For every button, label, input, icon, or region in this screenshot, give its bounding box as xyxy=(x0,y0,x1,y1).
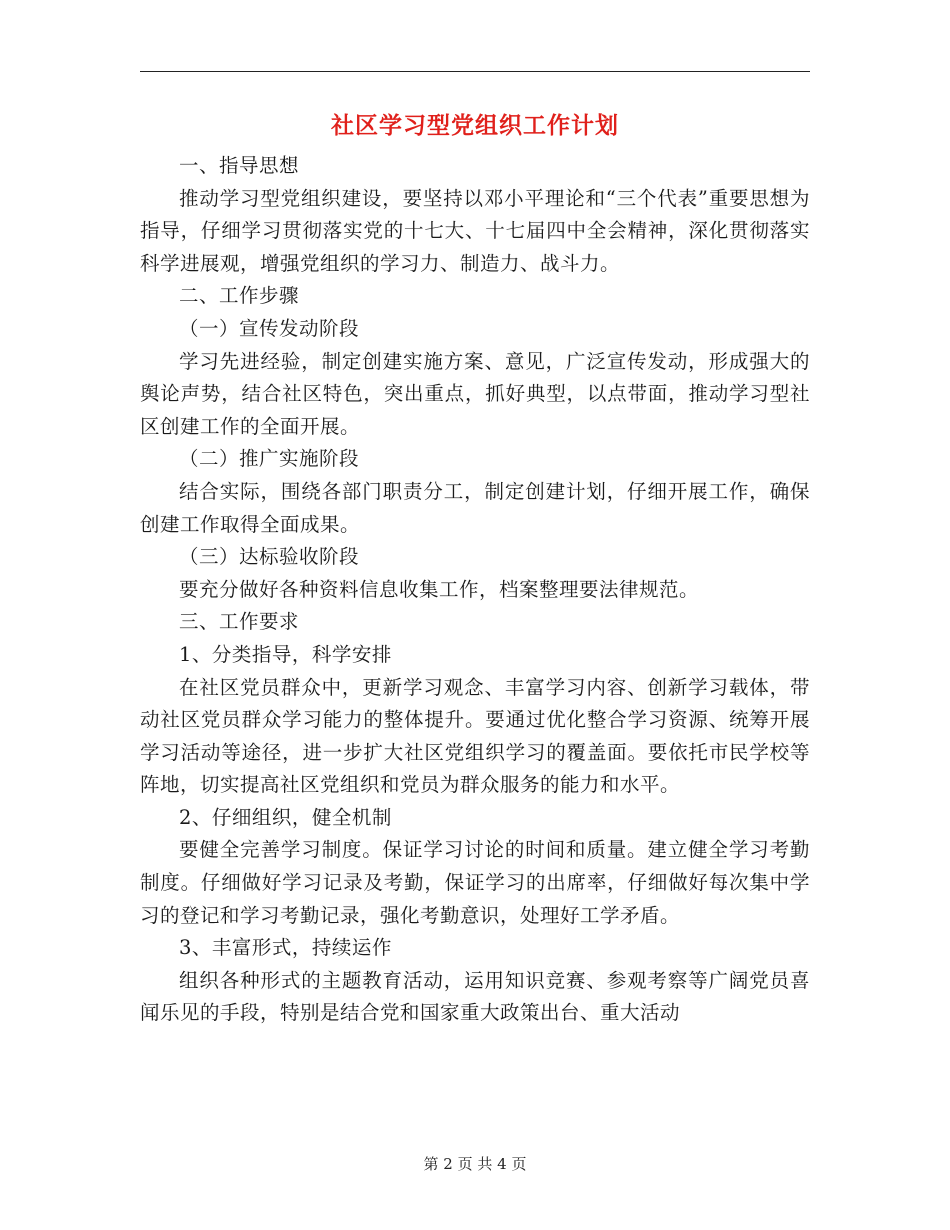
subsection-heading: 1、分类指导，科学安排 xyxy=(179,642,392,666)
section-heading: 三、工作要求 xyxy=(179,610,300,634)
paragraph: 在社区党员群众中，更新学习观念、丰富学习内容、创新学习载体，带动社区党员群众学习能力的整体提升。要通过优化整合学习资源、统筹开展学习活动等途径，进一步扩大社区党组织学习的覆盖面。要依托市民学校等阵地，切实提高社区党组织和党员为群众服务的能力和水平。 xyxy=(140,675,810,797)
document-title: 社区学习型党组织工作计划 xyxy=(331,112,619,139)
subsection-heading: 2、仔细组织，健全机制 xyxy=(179,805,392,829)
document-body xyxy=(140,150,810,1030)
subsection-heading: 3、丰富形式，持续运作 xyxy=(179,936,392,960)
paragraph: 要充分做好各种资料信息收集工作，档案整理要法律规范。 xyxy=(179,577,700,601)
page-number: 第 2 页 共 4 页 xyxy=(423,1155,527,1173)
subsection-heading: （二）推广实施阶段 xyxy=(179,447,360,471)
section-heading: 一、指导思想 xyxy=(179,154,300,177)
paragraph: 推动学习型党组织建设，要坚持以邓小平理论和“三个代表”重要思想为指导，仔细学习贯彻落实党的十七大、十七届四中全会精神，深化贯彻落实科学进展观，增强党组织的学习力、制造力、战斗力。 xyxy=(140,186,810,275)
section-heading: 二、工作步骤 xyxy=(179,284,300,308)
paragraph: 要健全完善学习制度。保证学习讨论的时间和质量。建立健全学习考勤制度。仔细做好学习记录及考勤，保证学习的出席率，仔细做好每次集中学习的登记和学习考勤记录，强化考勤意识，处理好工学矛盾。 xyxy=(140,838,810,927)
paragraph: 组织各种形式的主题教育活动，运用知识竞赛、参观考察等广阔党员喜闻乐见的手段，特别是结合党和国家重大政策出台、重大活动 xyxy=(140,968,810,1025)
paragraph: 结合实际，围绕各部门职责分工，制定创建计划，仔细开展工作，确保创建工作取得全面成果。 xyxy=(140,479,810,536)
subsection-heading: （三）达标验收阶段 xyxy=(179,545,360,569)
paragraph: 学习先进经验，制定创建实施方案、意见，广泛宣传发动，形成强大的舆论声势，结合社区特色，突出重点，抓好典型，以点带面，推动学习型社区创建工作的全面开展。 xyxy=(140,349,810,438)
subsection-heading: （一）宣传发动阶段 xyxy=(179,316,360,340)
header-rule xyxy=(140,71,810,72)
